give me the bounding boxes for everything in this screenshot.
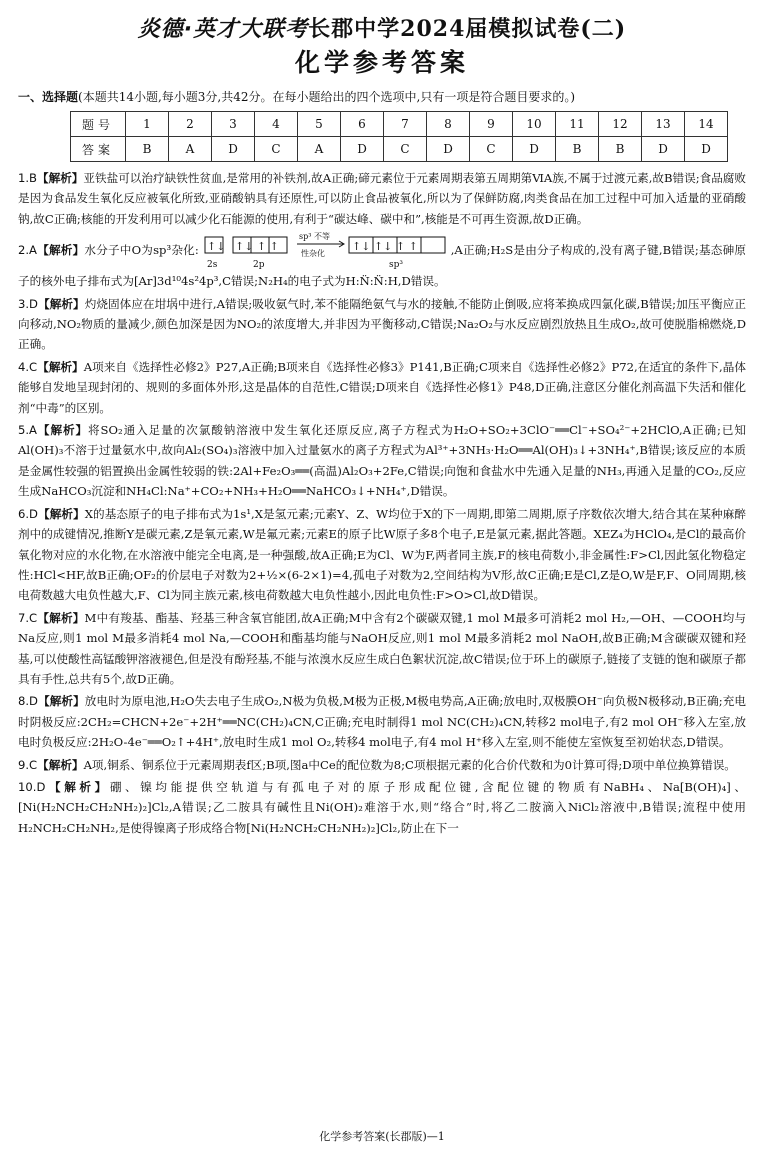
analysis-tag: 【解析】 [38, 506, 85, 521]
question-number-cell: 12 [599, 112, 642, 137]
orbital-hybridization-diagram [203, 231, 451, 271]
analysis-tag: 【解析】 [37, 171, 84, 185]
explanation-text: 硼、镍均能提供空轨道与有孤电子对的原子形成配位键,含配位键的物质有NaBH₄、Na[B(OH)₄]、[Ni(H₂NCH₂CH₂NH₂)₂]Cl₂,A错误;乙二胺具有碱性且Ni(OH)₂难溶于水,则“络合”时,将乙二胺滴入NiCl₂溶液中,B错误;流程中使用H₂NCH₂CH₂NH₂,是使得镍离子形成络合物[Ni(H₂NCH₂CH₂NH₂)₂]Cl₂,防止在下一 [18, 779, 746, 835]
question-number-cell: 2 [169, 112, 212, 137]
answer-cell: A [169, 137, 212, 162]
answer-cell: B [126, 137, 169, 162]
answer-cell: C [384, 137, 427, 162]
explanation-text: 将SO₂通入足量的次氯酸钠溶液中发生氧化还原反应,离子方程式为H₂O+SO₂+3ClO⁻══Cl⁻+SO₄²⁻+2HClO,A正确;已知Al(OH)₃不溶于过量氨水中,故向Al₂(SO₄)₃溶液中加入过量氨水的离子方程式为Al³⁺+3NH₃·H₂O══Al(OH)₃↓+3NH₄⁺,B错误;该反应的本质是金属性较强的铝置换出金属性较弱的铁:2Al+Fe₂O₃══(高温)Al₂O₃+2Fe,C错误;向饱和食盐水中先通入足量的NH₃,再通入足量的CO₂,反应生成NaHCO₃沉淀和NH₄Cl:Na⁺+CO₂+NH₃+H₂O══NaHCO₃↓+NH₄⁺,D错误。 [18, 423, 746, 499]
question-number-cell: 6 [341, 112, 384, 137]
explanation-text: A项来自《选择性必修2》P27,A正确;B项来自《选择性必修3》P141,B正确;C项来自《选择性必修2》P72,在适宜的条件下,晶体能够自发地呈现封闭的、规则的多面体外形,这是晶体的自范性,C错误;D项来自《选择性必修1》P48,D正确,注意区分催化剂高温下失活和催化剂“中毒”的区别。 [18, 359, 746, 415]
answer-cell: C [470, 137, 513, 162]
analysis-tag: 【解析】 [37, 757, 84, 772]
row-label-answer: 答案 [71, 137, 126, 162]
analysis-tag: 【解析】 [37, 423, 89, 438]
question-answer: 3.D [18, 296, 38, 311]
arrow-label-top: sp³ 不等 [298, 232, 330, 242]
answer-cell: D [642, 137, 685, 162]
question-answer: 9.C [18, 757, 38, 772]
section-heading [18, 87, 746, 107]
answer-cell: D [513, 137, 556, 162]
answer-cell: D [212, 137, 255, 162]
question-number-cell: 5 [298, 112, 341, 137]
answer-cell: D [685, 137, 728, 162]
answer-table-row-answers [71, 137, 728, 162]
question-answer: 1.B [18, 171, 38, 185]
orbital-label-2p: 2p [252, 260, 265, 271]
electron-arrows-sp3: ↑↓ ↑↓ ↑ ↑ [351, 240, 418, 254]
question-number-cell: 14 [685, 112, 728, 137]
answer-explanation-6 [18, 504, 746, 606]
question-number-cell: 3 [212, 112, 255, 137]
question-answer: 2.A [18, 243, 37, 258]
answer-cell: B [599, 137, 642, 162]
page-footer: 化学参考答案(长郡版)—1 [319, 1130, 445, 1143]
answer-explanation-10 [18, 777, 746, 838]
electron-pair-arrows: ↑↓ [206, 240, 226, 254]
answer-explanation-9 [18, 755, 746, 775]
question-number-cell: 13 [642, 112, 685, 137]
explanation-text: 灼烧固体应在坩埚中进行,A错误;吸收氨气时,苯不能隔绝氨气与水的接触,不能防止倒吸,应将苯换成四氯化碳,B错误;加压平衡应正向移动,NO₂物质的量减少,颜色加深是因为NO₂的浓度增大,并非因为平衡移动,C错误;Na₂O₂与水反应剧烈放热且生成O₂,故可使脱脂棉燃烧,D正确。 [18, 296, 746, 352]
answer-table [70, 111, 728, 162]
arrow-label-bottom: 性杂化 [300, 249, 325, 259]
question-answer: 10.D [18, 779, 46, 794]
analysis-tag: 【解析】 [45, 779, 110, 794]
question-answer: 8.D [18, 694, 38, 709]
exam-header [18, 14, 746, 45]
question-number-cell: 7 [384, 112, 427, 137]
explanation-text: X的基态原子的电子排布式为1s¹,X是氢元素;元素Y、Z、W均位于X的下一周期,即第二周期,原子序数依次增大,结合其在某种麻醉剂中的成键情况,推断Y是碳元素,Z是氧元素,W是氟元素;元素E的原子比W原子多8个电子,E是氯元素,据此答题。XEZ₄为HClO₄,是Cl的最高价氧化物对应的水化物,在水溶液中能完全电离,是一种强酸,故A正确;E为Cl、W为F,两者同主族,F的核电荷数小,非金属性:F>Cl,因此氢化物稳定性:HCl<HF,故B正确;OF₂的价层电子对数为2+½×(6-2×1)=4,孤电子对数为2,空间结构为V形,故C正确;E是Cl,Z是O,W是F,F、O同周期,核电荷数越大电负性越大,F、Cl为同主族元素,核电荷数越大电负性越小,因此电负性:F>O>Cl,故D错误。 [18, 506, 746, 603]
answer-explanation-7 [18, 608, 746, 690]
exam-title: 长郡中学2024届模拟试卷(二) [308, 16, 627, 42]
question-answer: 6.D [18, 506, 38, 521]
explanation-text: 放电时为原电池,H₂O失去电子生成O₂,N极为负极,M极为正极,M极电势高,A正确;放电时,双极膜OH⁻向负极N极移动,B正确;充电时阴极反应:2CH₂=CHCN+2e⁻+2H⁺══NC(CH₂)₄CN,C正确;充电时制得1 mol NC(CH₂)₄CN,转移2 mol电子,有2 mol OH⁻移入左室,放电时负极反应:2H₂O-4e⁻══O₂↑+4H⁺,放电时生成1 mol O₂,转移4 mol电子,有4 mol H⁺移入左室,则不能使左室恢复至初始状态,D错误。 [18, 694, 746, 750]
orbital-label-2s: 2s [206, 260, 218, 271]
question-number-cell: 11 [556, 112, 599, 137]
answer-cell: C [255, 137, 298, 162]
row-label-number: 题号 [71, 112, 126, 137]
question-answer: 7.C [18, 610, 38, 625]
answer-explanation-8 [18, 691, 746, 752]
answer-cell: D [341, 137, 384, 162]
explanation-text-cont: ,A正确;H₂S是由分子构成的,没有离子键,B错误;基态砷原子的核外电子排布式为[Ar]3d¹⁰4s²4p³,C错误;N₂H₄的电子式为H:N̈:N̈:H,D错误。 [18, 243, 746, 289]
answer-explanation-1 [18, 168, 746, 229]
question-number-cell: 8 [427, 112, 470, 137]
answer-cell: A [298, 137, 341, 162]
orbital-label-sp3: sp³ [388, 260, 403, 271]
analysis-tag: 【解析】 [38, 296, 85, 311]
section-label: 一、选择题 [18, 90, 79, 104]
question-number-cell: 1 [126, 112, 169, 137]
question-number-cell: 9 [470, 112, 513, 137]
analysis-tag: 【解析】 [37, 610, 85, 625]
answer-explanation-4 [18, 357, 746, 418]
question-answer: 5.A [18, 423, 37, 438]
explanation-text: 亚铁盐可以治疗缺铁性贫血,是常用的补铁剂,故A正确;碲元素位于元素周期表第五周期第ⅥA族,不属于过渡元素,故B错误;食品腐败是因为食品发生氧化反应被氧化所致,亚硝酸钠具有还原性,可以防止食品被氧化,所以为了保鲜防腐,肉类食品在加工过程中可加入适量的亚硝酸钠,故C正确;核能的开发利用可以减少化石能源的使用,有利于“碳达峰、碳中和”,核能是不可再生资源,故D正确。 [18, 171, 746, 226]
answer-table-row-numbers [71, 112, 728, 137]
question-number-cell: 4 [255, 112, 298, 137]
question-number-cell: 10 [513, 112, 556, 137]
explanation-text: 水分子中O为sp³杂化: [84, 243, 199, 258]
brand-title: 炎德·英才大联考 [137, 17, 309, 42]
answer-explanation-5 [18, 420, 746, 502]
answer-explanation-3 [18, 294, 746, 355]
explanation-text: A项,铜系、铜系位于元素周期表f区;B项,图a中Ce的配位数为8;C项根据元素的化合价代数和为0计算可得;D项中单位换算错误。 [83, 757, 736, 772]
analysis-tag: 【解析】 [38, 694, 85, 709]
analysis-tag: 【解析】 [37, 359, 84, 374]
explanation-text: M中有羧基、酯基、羟基三种含氧官能团,故A正确;M中含有2个碳碳双键,1 mol M最多可消耗2 mol H₂,—OH、—COOH均与Na反应,则1 mol M最多消耗4 mol Na,—COOH和酯基均能与NaOH反应,则1 mol M最多消耗2 mol NaOH,故B正确;M含碳碳双键和羟基,可以使酸性高锰酸钾溶液褪色,但是没有酚羟基,不能与浓溴水反应生成白色絮状沉淀,故C错误;位于环上的碳原子,链接了支链的饱和碳原子都具有手性,总共有5个,故D正确。 [18, 610, 746, 686]
electron-arrows-2p: ↑↓ ↑ ↑ [234, 240, 279, 254]
answer-explanation-2 [18, 231, 746, 291]
analysis-tag: 【解析】 [37, 243, 85, 258]
answer-cell: B [556, 137, 599, 162]
document-subtitle: 化学参考答案 [294, 48, 469, 77]
answer-cell: D [427, 137, 470, 162]
question-answer: 4.C [18, 359, 38, 374]
section-description: (本题共14小题,每小题3分,共42分。在每小题给出的四个选项中,只有一项是符合题目要求的。) [78, 90, 575, 104]
